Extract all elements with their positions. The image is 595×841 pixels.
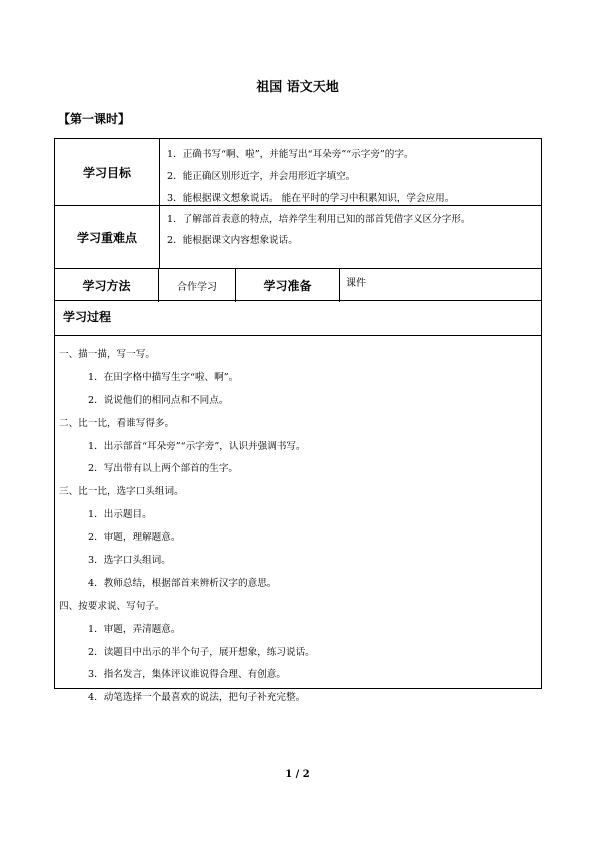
goals-content [159,139,541,205]
process-step: 二、比一比，看谁写得多。 [59,417,175,429]
process-substep: 3．指名发言，集体评议谁说得合理、有创意。 [88,669,286,681]
method-label: 学习方法 [82,279,131,293]
page-title: 祖国 语文天地 [256,80,339,95]
focus-content [159,206,541,268]
focus-label: 学习重难点 [55,206,160,268]
process-substep: 2．审题，理解题意。 [88,532,181,544]
process-substep: 4．教师总结，根据部首来辨析汉字的意思。 [88,577,277,589]
process-body-row [55,336,541,704]
page-number: 1 / 2 [285,769,310,780]
goals-label: 学习目标 [55,139,160,205]
process-substep: 4．动笔选择一个最喜欢的说法，把句子补充完整。 [88,692,306,704]
process-substep: 1．出示题目。 [88,509,152,521]
process-step: 四、按要求说、写句子。 [59,600,165,612]
process-step: 三、比一比，选字口头组词。 [59,486,184,498]
process-header-row [55,301,541,336]
prep-value-cell [340,269,541,302]
process-label: 学习过程 [63,310,112,324]
goal-item: 1．正确书写“啊、啦”，并能写出“耳朵旁”“示字旁”的字。 [167,149,414,160]
prep-value: 课件 [346,278,366,289]
method-value-cell [159,269,236,302]
process-substep: 3．选字口头组词。 [88,555,171,567]
goal-item: 2．能正确区别形近字，并会用形近字填空。 [167,171,356,182]
lesson-info-table [54,138,542,301]
focus-item: 1．了解部首表意的特点，培养学生利用已知的部首凭借字义区分字形。 [167,214,471,225]
process-steps [59,344,535,710]
prep-label: 学习准备 [263,279,312,293]
process-table [54,300,542,704]
method-row [55,269,541,302]
section-heading: 【第一课时】 [58,112,131,126]
goals-row [55,139,541,206]
process-substep: 1．在田字格中描写生字“啦、啊”。 [88,371,239,383]
process-substep: 2．说说他们的相同点和不同点。 [88,394,229,406]
method-value: 合作学习 [177,282,217,293]
process-substep: 2．写出带有以上两个部首的生字。 [88,463,239,475]
process-substep: 1．出示部首“耳朵旁”“示字旁”，认识并强调书写。 [88,440,306,452]
method-label-cell [55,269,159,302]
goal-item: 3．能根据课文想象说话。 能在平时的学习中积累知识，学会应用。 [167,193,455,204]
process-substep: 2．读题目中出示的半个句子，展开想象，练习说话。 [88,646,315,658]
process-substep: 1．审题，弄清题意。 [88,623,181,635]
focus-row [55,206,541,269]
prep-label-cell [236,269,340,302]
focus-item: 2．能根据课文内容想象说话。 [167,235,298,246]
process-step: 一、描一描，写一写。 [59,349,155,360]
